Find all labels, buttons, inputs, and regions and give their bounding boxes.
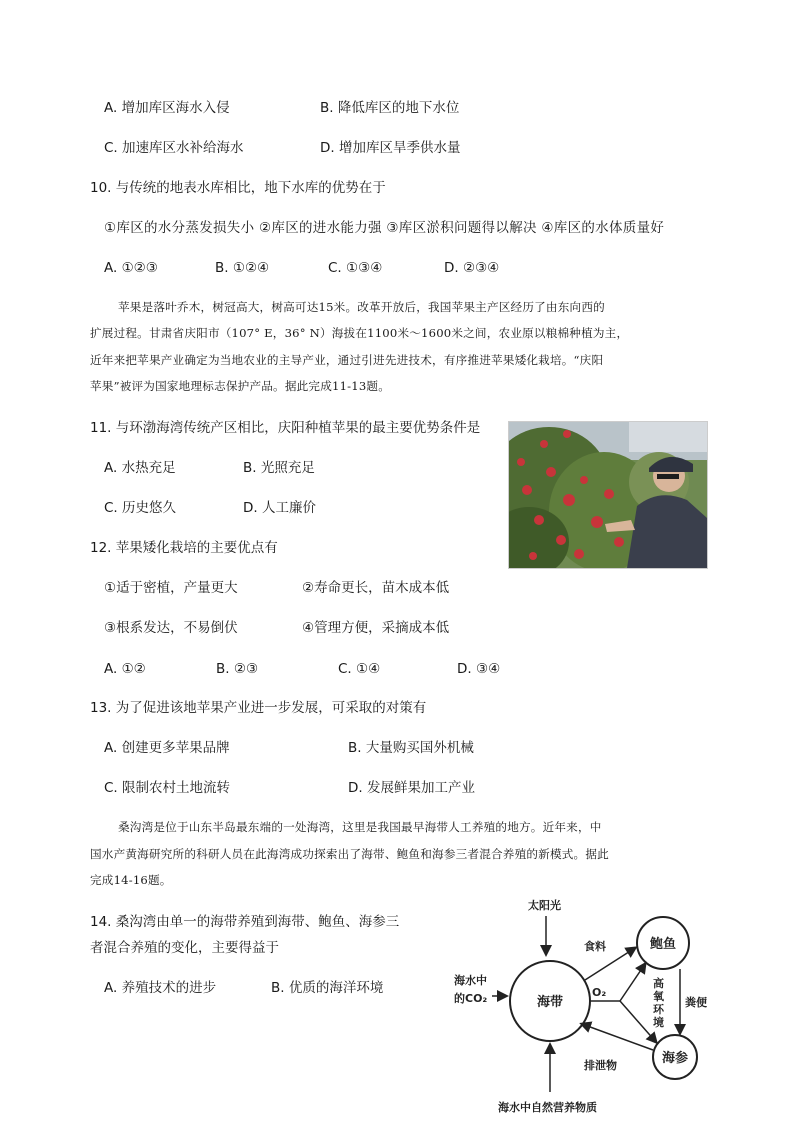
q12-item-2: ②寿命更长，苗木成本低 (302, 580, 450, 596)
q10-option-a: A. ①②③ (104, 260, 158, 276)
q13-option-c: C. 限制农村土地流转 (104, 780, 231, 796)
label-excrement: 粪便 (685, 996, 707, 1009)
label-sunlight: 太阳光 (528, 899, 561, 912)
q11-option-a: A. 水热充足 (104, 460, 176, 476)
label-co2-line1: 海水中 (454, 974, 487, 987)
apple-passage-line4: 苹果”被评为国家地理标志保护产品。据此完成11-13题。 (90, 379, 391, 393)
label-abalone: 鲍鱼 (650, 937, 677, 952)
q14-option-b: B. 优质的海洋环境 (271, 980, 384, 996)
q12-stem: 12. 苹果矮化栽培的主要优点有 (90, 540, 278, 556)
q12-option-d: D. ③④ (457, 661, 501, 677)
q12-item-1: ①适于密植，产量更大 (104, 580, 238, 596)
apple-orchard-photo (508, 421, 708, 569)
q10-option-b: B. ①②④ (215, 260, 270, 276)
arrow-oxygen-to-sea-cucumber (620, 1001, 656, 1042)
q12-option-a: A. ①② (104, 661, 146, 677)
q12-item-4: ④管理方便，采摘成本低 (302, 620, 450, 636)
label-food: 食料 (584, 940, 606, 953)
q9-option-c: C. 加速库区水补给海水 (104, 140, 244, 156)
q11-option-b: B. 光照充足 (243, 460, 315, 476)
q12-option-b: B. ②③ (216, 661, 259, 677)
q11-option-c: C. 历史悠久 (104, 500, 177, 516)
label-excreta: 排泄物 (584, 1059, 617, 1072)
label-sea-cucumber: 海参 (662, 1051, 689, 1066)
q11-option-d: D. 人工廉价 (243, 500, 316, 516)
apple-passage-line1: 苹果是落叶乔木，树冠高大，树高可达15米。改革开放后，我国苹果主产区经历了由东向西的 (118, 300, 605, 314)
q9-option-a: A. 增加库区海水入侵 (104, 100, 230, 116)
arrow-oxygen-to-abalone (620, 964, 645, 1001)
q14-option-a: A. 养殖技术的进步 (104, 980, 217, 996)
q13-option-d: D. 发展鲜果加工产业 (348, 780, 475, 796)
apple-passage-line3: 近年来把苹果产业确定为当地农业的主导产业，通过引进先进技术，有序推进苹果矮化栽培。“庆阳 (90, 353, 604, 367)
label-co2-line2: 的CO₂ (454, 992, 488, 1005)
q12-option-c: C. ①④ (338, 661, 381, 677)
q9-option-b: B. 降低库区的地下水位 (320, 100, 460, 116)
bay-passage-line1: 桑沟湾是位于山东半岛最东端的一处海湾，这里是我国最早海带人工养殖的地方。近年来，中 (118, 820, 602, 834)
q13-option-a: A. 创建更多苹果品牌 (104, 740, 230, 756)
label-high-oxygen-4: 境 (653, 1016, 664, 1029)
q14-stem-line2: 者混合养殖的变化，主要得益于 (90, 940, 279, 956)
aquaculture-diagram (442, 892, 732, 1122)
arrow-excreta (582, 1024, 653, 1050)
q10-option-d: D. ②③④ (444, 260, 500, 276)
label-nutrients: 海水中自然营养物质 (498, 1101, 597, 1114)
q10-option-c: C. ①③④ (328, 260, 383, 276)
q13-option-b: B. 大量购买国外机械 (348, 740, 474, 756)
bay-passage-line3: 完成14-16题。 (90, 873, 172, 887)
q13-stem: 13. 为了促进该地苹果产业进一步发展，可采取的对策有 (90, 700, 427, 716)
label-kelp: 海带 (537, 995, 564, 1010)
label-high-oxygen-2: 氧 (653, 990, 664, 1003)
q9-option-d: D. 增加库区旱季供水量 (320, 140, 461, 156)
q10-stem: 10. 与传统的地表水库相比，地下水库的优势在于 (90, 180, 386, 196)
apple-passage-line2: 扩展过程。甘肃省庆阳市（107° E，36° N）海拔在1100米～1600米之间，农业原以粮棉种植为主， (90, 326, 629, 340)
label-oxygen: O₂ (592, 986, 607, 999)
bay-passage-line2: 国水产黄海研究所的科研人员在此海湾成功探索出了海带、鲍鱼和海参三者混合养殖的新模式。据此 (90, 847, 609, 861)
q10-items: ①库区的水分蒸发损失小 ②库区的进水能力强 ③库区淤积问题得以解决 ④库区的水体质量好 (104, 220, 665, 236)
label-high-oxygen-3: 环 (653, 1003, 664, 1016)
q14-stem-line1: 14. 桑沟湾由单一的海带养殖到海带、鲍鱼、海参三 (90, 914, 400, 930)
q11-stem: 11. 与环渤海湾传统产区相比，庆阳种植苹果的最主要优势条件是 (90, 420, 481, 436)
label-high-oxygen-1: 高 (653, 977, 664, 990)
q12-item-3: ③根系发达，不易倒伏 (104, 620, 238, 636)
